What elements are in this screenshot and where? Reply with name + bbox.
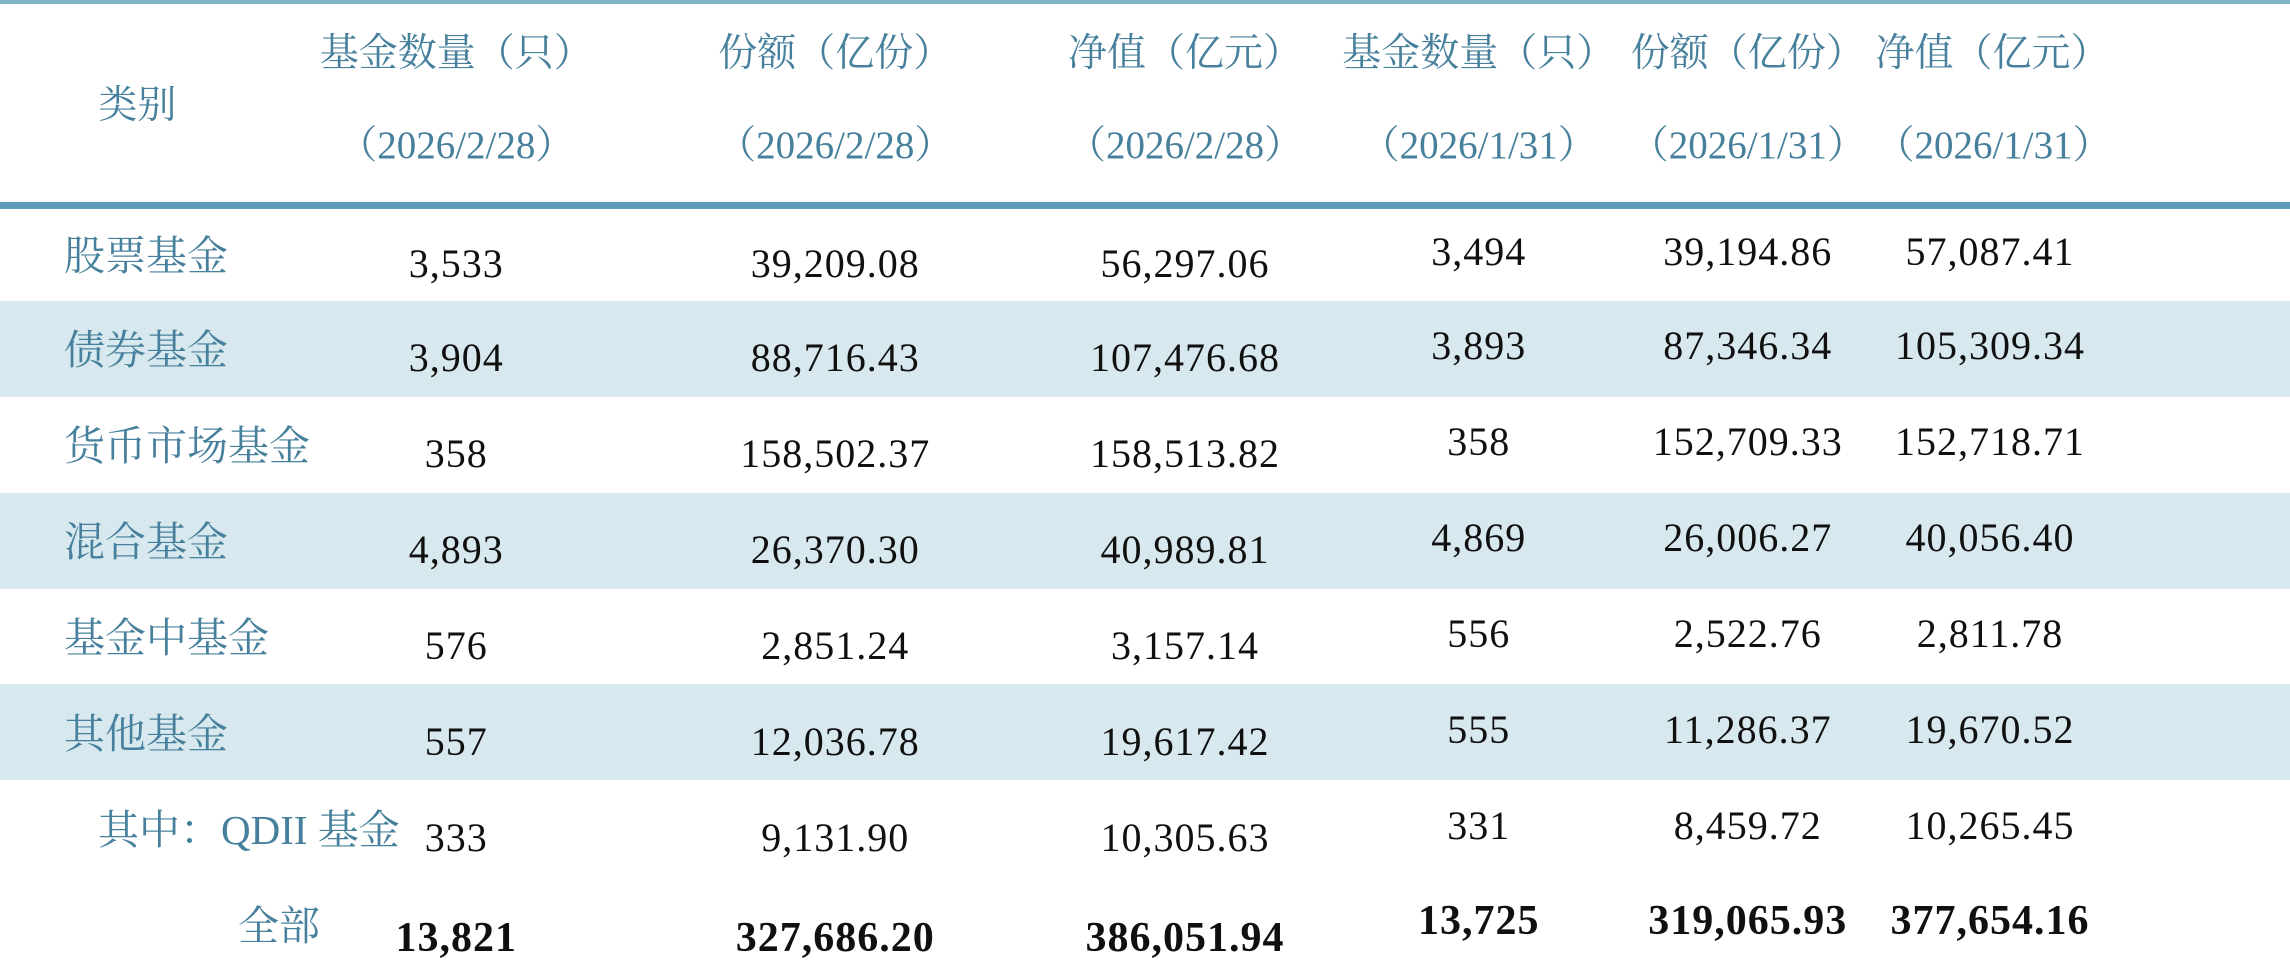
value-cell: 331 xyxy=(1447,802,1511,848)
column-header-category xyxy=(0,2,275,205)
value-cell: 40,989.81 xyxy=(1100,527,1270,573)
table-row xyxy=(0,876,2290,972)
value-cell: 11,286.37 xyxy=(1664,706,1832,752)
column-header-shares-jan xyxy=(1620,2,1875,205)
value-cell: 105,309.34 xyxy=(1894,323,2085,369)
value-cell: 39,209.08 xyxy=(750,241,920,287)
column-header-label: 净值（亿元） xyxy=(1068,32,1303,75)
column-header-date: （2026/2/28） xyxy=(717,124,954,167)
value-cell: 19,670.52 xyxy=(1905,706,2075,752)
column-header-date: （2026/2/28） xyxy=(1066,124,1304,167)
value-cell: 358 xyxy=(1447,419,1511,465)
value-cell: 152,709.33 xyxy=(1652,419,1843,465)
value-cell: 8,459.72 xyxy=(1673,802,1822,848)
value-cell: 158,502.37 xyxy=(740,431,931,477)
value-cell: 333 xyxy=(424,814,488,860)
value-cell: 4,893 xyxy=(408,527,504,573)
value-cell: 2,851.24 xyxy=(761,622,910,668)
column-header-nav-feb xyxy=(1033,2,1338,205)
table-body xyxy=(0,205,2290,972)
table-header xyxy=(0,2,2290,205)
value-cell: 3,904 xyxy=(408,335,504,381)
value-cell: 40,056.40 xyxy=(1905,515,2075,561)
value-cell: 556 xyxy=(1447,610,1511,656)
column-header-label: 基金数量（只） xyxy=(1342,32,1616,75)
value-cell: 327,686.20 xyxy=(735,915,935,962)
spacer-cell xyxy=(2104,301,2290,397)
column-header-label: 类别 xyxy=(98,84,177,127)
spacer-cell xyxy=(2104,205,2290,301)
value-cell: 386,051.94 xyxy=(1085,915,1285,962)
value-cell: 26,006.27 xyxy=(1663,515,1833,561)
category-cell: 全部 xyxy=(238,902,320,949)
value-cell: 56,297.06 xyxy=(1100,241,1270,287)
value-cell: 10,305.63 xyxy=(1100,814,1270,860)
column-header-date: （2026/1/31） xyxy=(1360,124,1597,167)
value-cell: 2,811.78 xyxy=(1916,610,2064,656)
spacer-cell xyxy=(2104,589,2290,685)
header-row xyxy=(0,2,2290,205)
value-cell: 9,131.90 xyxy=(761,814,910,860)
spacer-cell xyxy=(2104,780,2290,876)
value-cell: 3,533 xyxy=(408,241,504,287)
value-cell: 3,157.14 xyxy=(1111,622,1260,668)
value-cell: 2,522.76 xyxy=(1673,610,1822,656)
column-header-label: 基金数量（只） xyxy=(319,32,593,75)
value-cell: 158,513.82 xyxy=(1090,431,1281,477)
table-row xyxy=(0,589,2290,685)
value-cell: 88,716.43 xyxy=(750,335,920,381)
table-row xyxy=(0,684,2290,780)
column-header-date: （2026/1/31） xyxy=(1875,124,2112,167)
column-header-spacer xyxy=(2104,2,2290,205)
value-cell: 39,194.86 xyxy=(1663,229,1833,275)
column-header-label: 份额（亿份） xyxy=(1630,32,1865,75)
column-header-date: （2026/2/28） xyxy=(338,124,575,167)
spacer-cell xyxy=(2104,493,2290,589)
column-header-nav-jan xyxy=(1875,2,2112,205)
value-cell: 26,370.30 xyxy=(750,527,920,573)
table-row xyxy=(0,780,2290,876)
category-cell: 基金中基金 xyxy=(64,614,269,661)
spacer-cell xyxy=(2104,397,2290,493)
column-header-date: （2026/1/31） xyxy=(1629,124,1866,167)
value-cell: 13,821 xyxy=(395,915,518,962)
value-cell: 3,494 xyxy=(1431,229,1527,275)
value-cell: 3,893 xyxy=(1431,323,1527,369)
category-cell: 其他基金 xyxy=(64,710,228,757)
table-row xyxy=(0,493,2290,589)
value-cell: 152,718.71 xyxy=(1894,419,2085,465)
category-cell: 债券基金 xyxy=(64,327,228,374)
value-cell: 319,065.93 xyxy=(1648,898,1848,945)
spacer-cell xyxy=(2104,876,2290,972)
column-header-fund-count-jan xyxy=(1337,2,1620,205)
value-cell: 377,654.16 xyxy=(1890,898,2090,945)
column-header-fund-count-feb xyxy=(275,2,638,205)
value-cell: 19,617.42 xyxy=(1100,718,1270,764)
category-cell: 其中：QDII 基金 xyxy=(98,806,400,853)
column-header-label: 净值（亿元） xyxy=(1875,32,2110,75)
category-cell: 股票基金 xyxy=(64,233,228,280)
table-row xyxy=(0,301,2290,397)
value-cell: 13,725 xyxy=(1417,898,1540,945)
value-cell: 557 xyxy=(424,718,488,764)
value-cell: 576 xyxy=(424,622,488,668)
table-row xyxy=(0,397,2290,493)
value-cell: 12,036.78 xyxy=(750,718,920,764)
column-header-label: 份额（亿份） xyxy=(718,32,953,75)
value-cell: 358 xyxy=(424,431,488,477)
spacer-cell xyxy=(2104,684,2290,780)
value-cell: 87,346.34 xyxy=(1663,323,1833,369)
value-cell: 555 xyxy=(1447,706,1511,752)
category-cell: 混合基金 xyxy=(64,519,228,566)
value-cell: 57,087.41 xyxy=(1905,229,2075,275)
table-row xyxy=(0,205,2290,301)
value-cell: 107,476.68 xyxy=(1090,335,1281,381)
category-cell: 货币市场基金 xyxy=(64,423,310,470)
value-cell: 10,265.45 xyxy=(1905,802,2075,848)
column-header-shares-feb xyxy=(638,2,1033,205)
value-cell: 4,869 xyxy=(1431,515,1527,561)
